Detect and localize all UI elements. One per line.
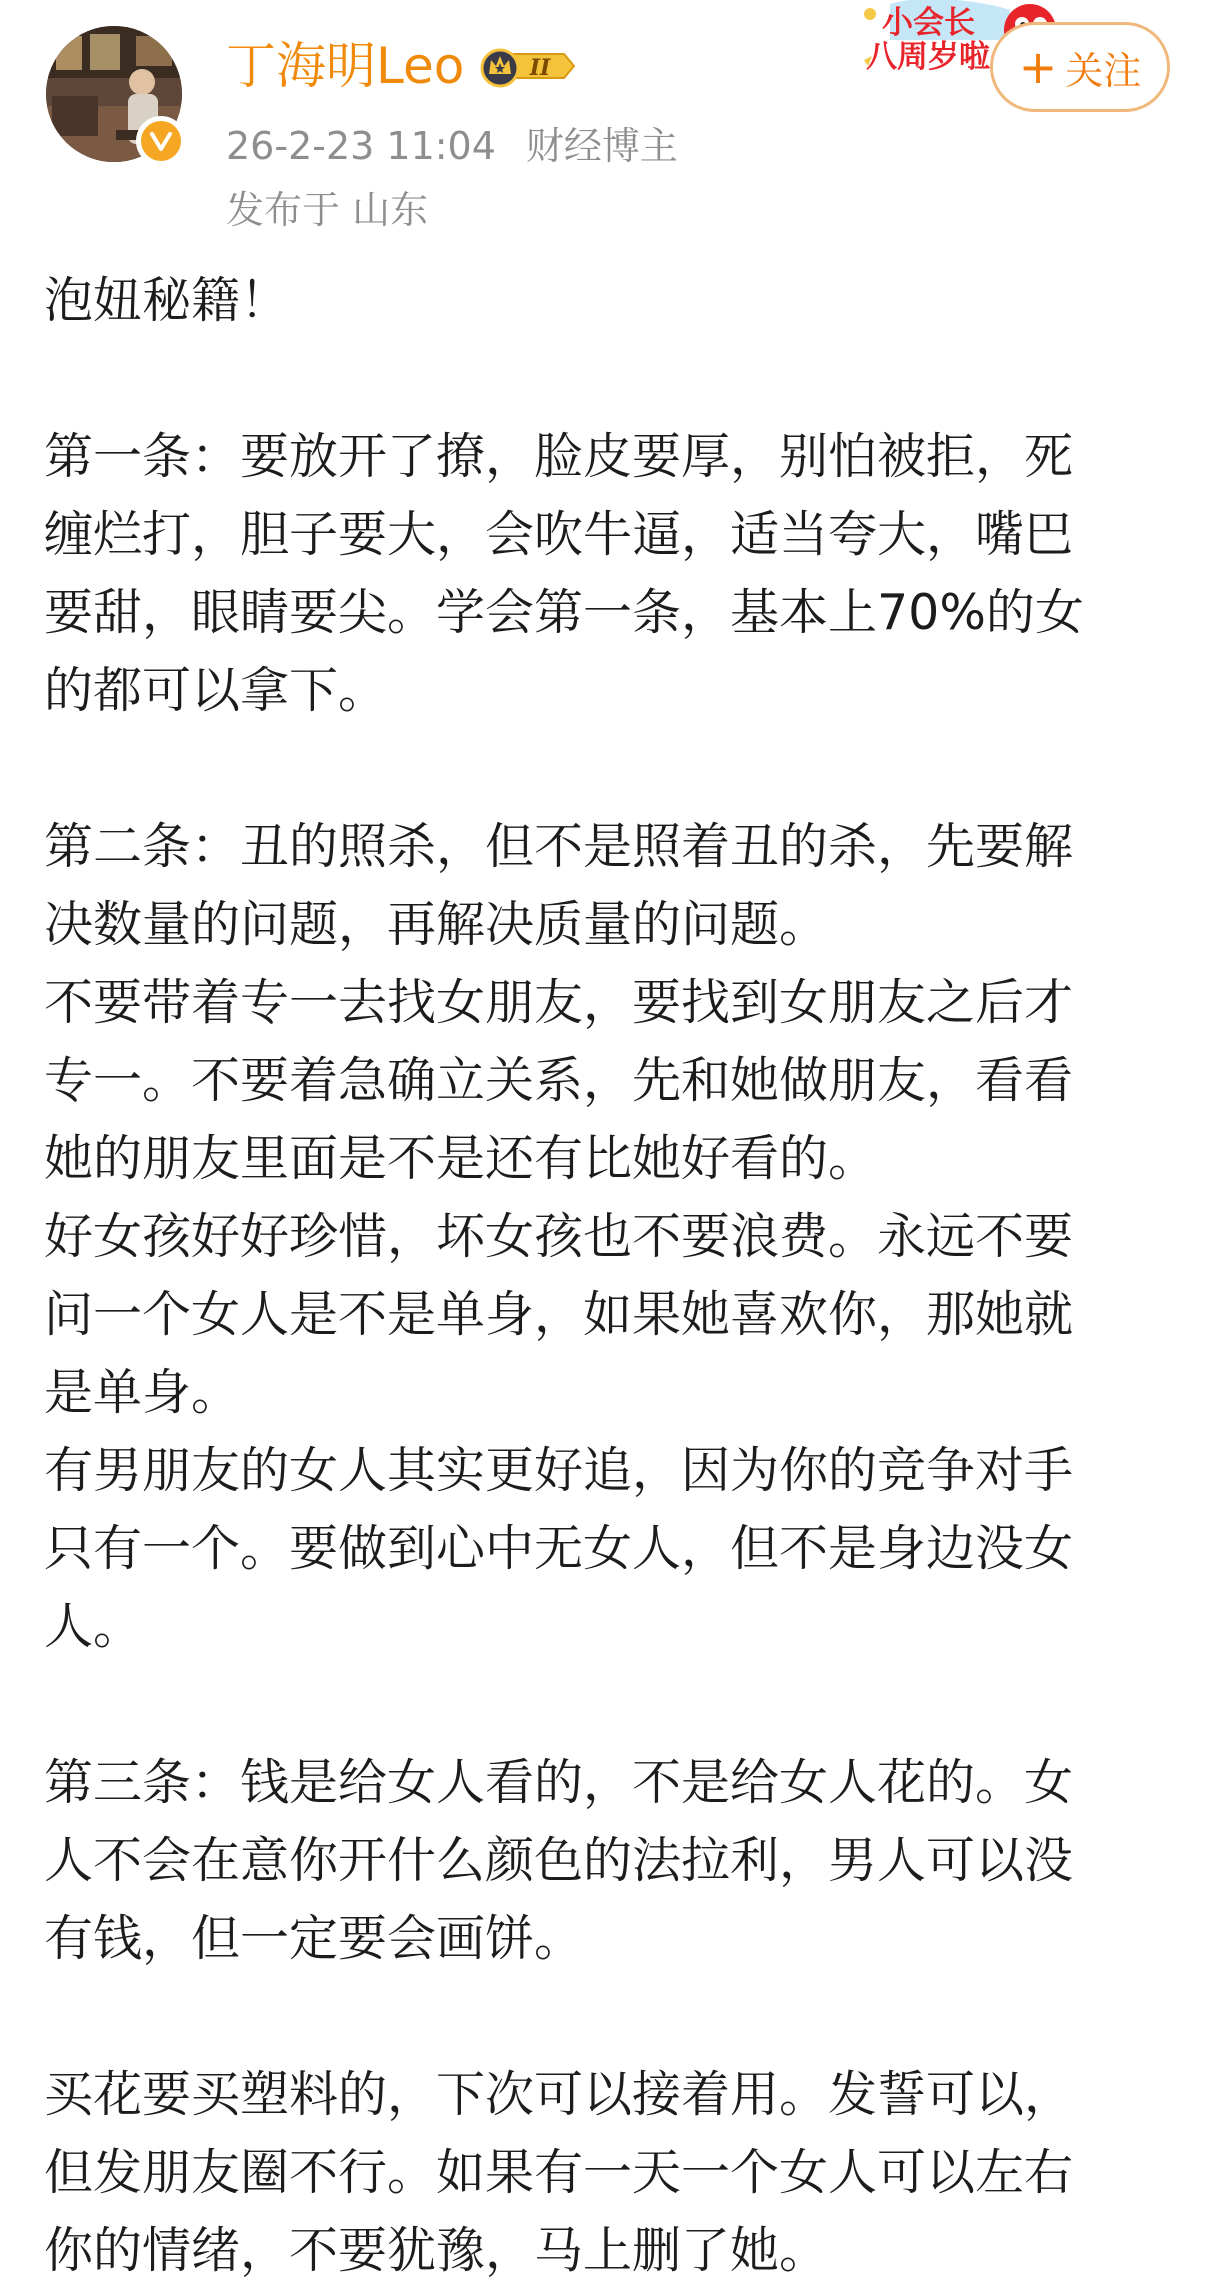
post-timestamp: 26-2-23 11:04 bbox=[226, 124, 496, 168]
verified-badge-icon bbox=[136, 116, 186, 166]
post-line: 第三条：钱是给女人看的，不是给女人花的。女 bbox=[44, 1754, 1074, 1811]
post-line: 好女孩好好珍惜，坏女孩也不要浪费。永远不要 bbox=[44, 1208, 1074, 1265]
crown-level-icon bbox=[480, 44, 576, 88]
post-line: 人。 bbox=[44, 1598, 143, 1655]
paragraph-gap bbox=[44, 730, 1184, 808]
post-line: 人不会在意你开什么颜色的法拉利，男人可以没 bbox=[44, 1832, 1074, 1889]
paragraph-gap bbox=[44, 1978, 1184, 2056]
post-line: 的都可以拿下。 bbox=[44, 662, 388, 719]
post-line: 专一。不要着急确立关系，先和她做朋友，看看 bbox=[44, 1052, 1074, 1109]
post-line: 但发朋友圈不行。如果有一天一个女人可以左右 bbox=[44, 2144, 1074, 2201]
level-badge[interactable] bbox=[480, 44, 576, 88]
post-line: 决数量的问题，再解决质量的问题。 bbox=[44, 896, 829, 953]
post-line: 你的情绪，不要犹豫，马上删了她。 bbox=[44, 2222, 829, 2279]
username-row bbox=[226, 34, 576, 98]
post-location bbox=[226, 186, 428, 234]
anniversary-line2: 八周岁啦 bbox=[866, 39, 990, 75]
post-line: 第一条：要放开了撩，脸皮要厚，别怕被拒，死 bbox=[44, 428, 1074, 485]
post-header bbox=[0, 0, 1216, 240]
post-line: 有钱，但一定要会画饼。 bbox=[44, 1910, 584, 1967]
post-line: 她的朋友里面是不是还有比她好看的。 bbox=[44, 1130, 878, 1187]
author-category: 财经博主 bbox=[525, 124, 678, 168]
post-meta bbox=[226, 122, 678, 170]
post-line: 第二条：丑的照杀，但不是照着丑的杀，先要解 bbox=[44, 818, 1074, 875]
post-line: 不要带着专一去找女朋友，要找到女朋友之后才 bbox=[44, 974, 1074, 1031]
follow-button-label: 关注 bbox=[1065, 48, 1142, 93]
paragraph-gap bbox=[44, 340, 1184, 418]
location-name: 山东 bbox=[352, 188, 429, 232]
post-line: 是单身。 bbox=[44, 1364, 241, 1421]
post-body bbox=[44, 262, 1184, 2290]
level-text: II bbox=[530, 55, 551, 81]
post-line: 问一个女人是不是单身，如果她喜欢你，那她就 bbox=[44, 1286, 1074, 1343]
avatar[interactable] bbox=[46, 26, 182, 162]
paragraph-gap bbox=[44, 1666, 1184, 1744]
follow-button[interactable] bbox=[990, 22, 1170, 112]
location-prefix: 发布于 bbox=[226, 188, 341, 232]
post-line: 要甜，眼睛要尖。学会第一条，基本上70%的女 bbox=[44, 584, 1084, 641]
post-line: 买花要买塑料的，下次可以接着用。发誓可以， bbox=[44, 2066, 1074, 2123]
plus-icon: + bbox=[1018, 40, 1058, 94]
post-line: 有男朋友的女人其实更好追，因为你的竞争对手 bbox=[44, 1442, 1074, 1499]
anniversary-line1: 小会长 bbox=[882, 5, 975, 41]
post-line: 缠烂打，胆子要大，会吹牛逼，适当夸大，嘴巴 bbox=[44, 506, 1074, 563]
username[interactable]: 丁海明Leo bbox=[226, 37, 465, 95]
post-title: 泡妞秘籍！ bbox=[44, 272, 290, 329]
post-line: 只有一个。要做到心中无女人，但不是身边没女 bbox=[44, 1520, 1074, 1577]
